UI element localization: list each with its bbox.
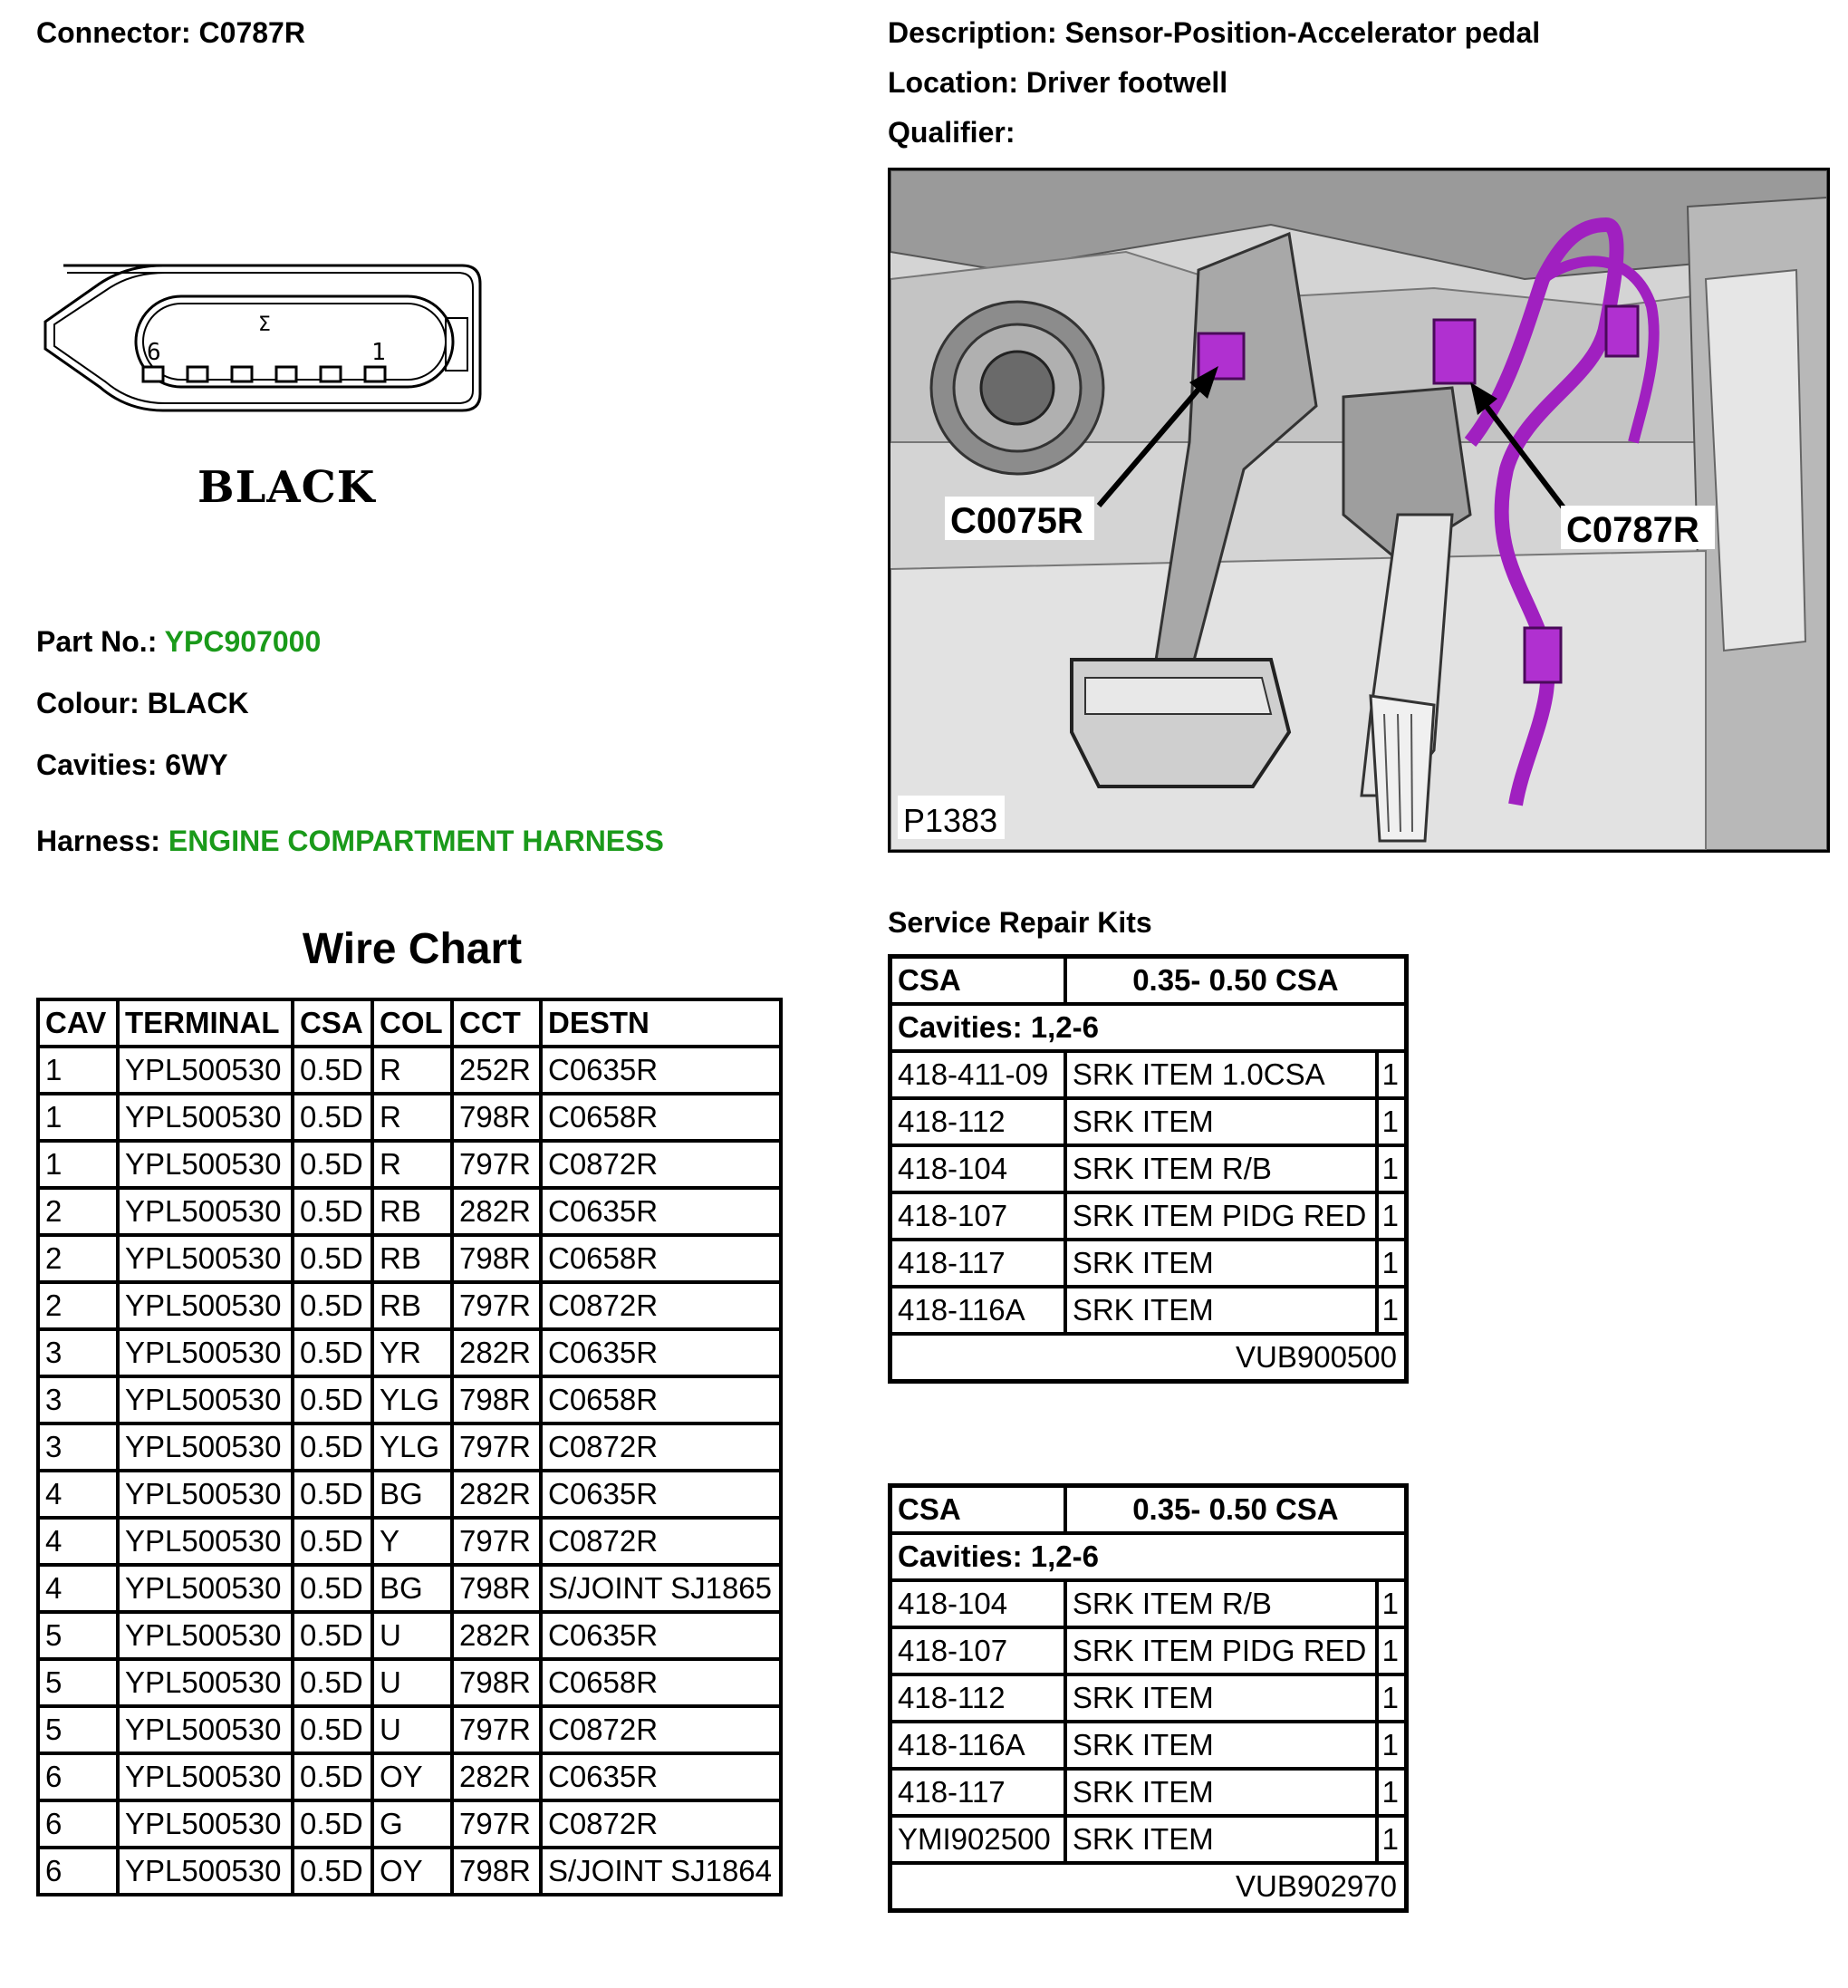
cell-destn: C0872R [541, 1423, 781, 1471]
cell-destn: C0872R [541, 1706, 781, 1753]
part-no-line [36, 625, 321, 659]
cell-cct: 798R [452, 1659, 541, 1706]
cell-cct: 797R [452, 1141, 541, 1188]
srk-item-row [890, 1816, 1407, 1863]
cell-col: YLG [372, 1423, 452, 1471]
srk-item-row [890, 1769, 1407, 1816]
cell-cct: 282R [452, 1329, 541, 1376]
wire-row [38, 1800, 781, 1848]
wire-row [38, 1659, 781, 1706]
srk-item-desc: SRK ITEM R/B [1065, 1580, 1377, 1627]
srk-item-row [890, 1240, 1407, 1287]
srk-item-desc: SRK ITEM [1065, 1674, 1377, 1722]
wire-row [38, 1282, 781, 1329]
srk-item-desc: SRK ITEM [1065, 1098, 1377, 1145]
srk-item-qty: 1 [1377, 1051, 1407, 1098]
cell-csa: 0.5D [293, 1706, 372, 1753]
cell-col: U [372, 1706, 452, 1753]
cell-cav: 6 [38, 1800, 118, 1848]
cell-cav: 3 [38, 1423, 118, 1471]
cell-cav: 2 [38, 1235, 118, 1282]
part-no-label: Part No.: [36, 625, 158, 658]
cell-col: YR [372, 1329, 452, 1376]
cell-csa: 0.5D [293, 1376, 372, 1423]
srk-item-qty: 1 [1377, 1722, 1407, 1769]
wire-row [38, 1471, 781, 1518]
cell-destn: C0658R [541, 1094, 781, 1141]
cell-col: Y [372, 1518, 452, 1565]
header-destn: DESTN [541, 999, 781, 1047]
cell-csa: 0.5D [293, 1518, 372, 1565]
cell-csa: 0.5D [293, 1047, 372, 1094]
cell-col: U [372, 1659, 452, 1706]
srk-csa-label: CSA [890, 1486, 1065, 1534]
cell-terminal: YPL500530 [118, 1848, 293, 1895]
header-cav: CAV [38, 999, 118, 1047]
srk-item-code: 418-104 [890, 1145, 1065, 1192]
srk-item-qty: 1 [1377, 1627, 1407, 1674]
srk-item-row [890, 1722, 1407, 1769]
header-cct: CCT [452, 999, 541, 1047]
qualifier-label: Qualifier: [888, 116, 1015, 149]
cell-col: R [372, 1047, 452, 1094]
location-label: Location: [888, 66, 1018, 99]
srk-item-desc: SRK ITEM R/B [1065, 1145, 1377, 1192]
cell-cav: 2 [38, 1282, 118, 1329]
cell-destn: C0658R [541, 1235, 781, 1282]
cell-csa: 0.5D [293, 1753, 372, 1800]
srk-item-code: 418-112 [890, 1674, 1065, 1722]
cell-terminal: YPL500530 [118, 1612, 293, 1659]
connector-value: C0787R [198, 16, 305, 49]
cell-col: RB [372, 1188, 452, 1235]
cell-col: R [372, 1094, 452, 1141]
location-value: Driver footwell [1025, 66, 1228, 99]
cell-col: BG [372, 1471, 452, 1518]
srk-cavities-row [890, 1533, 1407, 1580]
cell-csa: 0.5D [293, 1094, 372, 1141]
srk-item-desc: SRK ITEM [1065, 1769, 1377, 1816]
wire-row [38, 1612, 781, 1659]
cell-csa: 0.5D [293, 1141, 372, 1188]
cell-cct: 798R [452, 1376, 541, 1423]
cavities-label: Cavities: [36, 748, 158, 781]
srk-item-code: 418-112 [890, 1098, 1065, 1145]
srk-csa-row [890, 1486, 1407, 1534]
srk-item-desc: SRK ITEM 1.0CSA [1065, 1051, 1377, 1098]
srk-item-qty: 1 [1377, 1580, 1407, 1627]
cell-cav: 6 [38, 1753, 118, 1800]
srk-csa-label: CSA [890, 957, 1065, 1005]
location-line [888, 66, 1227, 100]
cell-cav: 1 [38, 1094, 118, 1141]
srk-item-qty: 1 [1377, 1287, 1407, 1334]
cell-col: OY [372, 1753, 452, 1800]
cell-destn: C0635R [541, 1612, 781, 1659]
cell-destn: C0635R [541, 1471, 781, 1518]
cell-terminal: YPL500530 [118, 1423, 293, 1471]
srk-csa-row [890, 957, 1407, 1005]
wire-chart-title: Wire Chart [302, 925, 523, 973]
srk-item-desc: SRK ITEM PIDG RED [1065, 1192, 1377, 1240]
cell-destn: C0872R [541, 1800, 781, 1848]
srk-item-code: 418-116A [890, 1722, 1065, 1769]
cell-terminal: YPL500530 [118, 1141, 293, 1188]
cavity-6 [143, 367, 163, 381]
wire-row [38, 1235, 781, 1282]
cell-cav: 4 [38, 1518, 118, 1565]
colour-value: BLACK [147, 687, 249, 719]
colour-line [36, 687, 249, 720]
cavity-2 [321, 367, 341, 381]
cell-cct: 282R [452, 1188, 541, 1235]
header-terminal: TERMINAL [118, 999, 293, 1047]
wire-row [38, 1753, 781, 1800]
wire-chart-table [36, 998, 783, 1896]
srk-kit-number: VUB902970 [890, 1863, 1407, 1911]
cell-col: U [372, 1612, 452, 1659]
cell-destn: C0635R [541, 1047, 781, 1094]
srk-items-2 [890, 1580, 1407, 1863]
wire-row [38, 1518, 781, 1565]
key-mark: Σ [258, 314, 271, 336]
cell-terminal: YPL500530 [118, 1329, 293, 1376]
cell-destn: C0872R [541, 1141, 781, 1188]
cell-terminal: YPL500530 [118, 1188, 293, 1235]
srk-item-row [890, 1627, 1407, 1674]
c0075r-connector-highlight [1198, 333, 1244, 379]
pin-label-left: 6 [147, 339, 161, 366]
srk-item-desc: SRK ITEM PIDG RED [1065, 1627, 1377, 1674]
cell-cct: 797R [452, 1518, 541, 1565]
cell-cav: 3 [38, 1376, 118, 1423]
wire-row [38, 1188, 781, 1235]
srk-cavities: Cavities: 1,2-6 [890, 1004, 1407, 1051]
harness-label: Harness: [36, 825, 160, 857]
cell-cct: 798R [452, 1235, 541, 1282]
cell-cav: 2 [38, 1188, 118, 1235]
srk-table-2 [888, 1483, 1409, 1913]
illustration-ref: P1383 [903, 802, 998, 839]
harness-link[interactable]: ENGINE COMPARTMENT HARNESS [168, 825, 664, 857]
cell-cct: 797R [452, 1800, 541, 1848]
header-col: COL [372, 999, 452, 1047]
srk-item-desc: SRK ITEM [1065, 1816, 1377, 1863]
pin-label-right: 1 [371, 339, 386, 366]
cell-cct: 797R [452, 1282, 541, 1329]
srk-item-code: 418-104 [890, 1580, 1065, 1627]
connector-face-diagram [36, 258, 489, 458]
srk-item-code: 418-117 [890, 1240, 1065, 1287]
cell-csa: 0.5D [293, 1188, 372, 1235]
wire-row [38, 1848, 781, 1895]
srk-table-1 [888, 954, 1409, 1384]
colour-label: Colour: [36, 687, 140, 719]
cell-csa: 0.5D [293, 1848, 372, 1895]
cell-destn: C0635R [541, 1329, 781, 1376]
wire-row [38, 1376, 781, 1423]
callout-c0787r: C0787R [1566, 510, 1699, 550]
srk-cavities-row [890, 1004, 1407, 1051]
srk-kitno-row [890, 1334, 1407, 1382]
cell-csa: 0.5D [293, 1565, 372, 1612]
srk-item-code: 418-107 [890, 1627, 1065, 1674]
wire-row [38, 1565, 781, 1612]
description-value: Sensor-Position-Accelerator pedal [1064, 16, 1541, 49]
cell-destn: C0635R [541, 1188, 781, 1235]
cavity-5 [188, 367, 207, 381]
connector-label: Connector: [36, 16, 191, 49]
cell-terminal: YPL500530 [118, 1659, 293, 1706]
cell-col: R [372, 1141, 452, 1188]
cell-cct: 798R [452, 1565, 541, 1612]
cell-terminal: YPL500530 [118, 1471, 293, 1518]
cell-csa: 0.5D [293, 1471, 372, 1518]
wire-chart-header-row [38, 999, 781, 1047]
wire-row [38, 1047, 781, 1094]
c0787r-connector-highlight [1434, 320, 1475, 383]
cell-csa: 0.5D [293, 1659, 372, 1706]
wire-row [38, 1141, 781, 1188]
cell-col: G [372, 1800, 452, 1848]
srk-csa-value: 0.35- 0.50 CSA [1065, 957, 1407, 1005]
srk-item-qty: 1 [1377, 1145, 1407, 1192]
header-csa: CSA [293, 999, 372, 1047]
srk-item-code: 418-116A [890, 1287, 1065, 1334]
cell-cct: 282R [452, 1471, 541, 1518]
srk-item-row [890, 1287, 1407, 1334]
cell-terminal: YPL500530 [118, 1706, 293, 1753]
srk-item-row [890, 1051, 1407, 1098]
cell-cav: 4 [38, 1471, 118, 1518]
srk-item-row [890, 1674, 1407, 1722]
cell-col: BG [372, 1565, 452, 1612]
cell-terminal: YPL500530 [118, 1753, 293, 1800]
srk-item-row [890, 1098, 1407, 1145]
wire-row [38, 1094, 781, 1141]
cell-destn: S/JOINT SJ1865 [541, 1565, 781, 1612]
connector-heading [36, 16, 305, 50]
cell-terminal: YPL500530 [118, 1518, 293, 1565]
cell-csa: 0.5D [293, 1235, 372, 1282]
footwell-illustration [890, 170, 1827, 850]
srk-item-row [890, 1580, 1407, 1627]
srk-csa-value: 0.35- 0.50 CSA [1065, 1486, 1407, 1534]
srk-item-row [890, 1145, 1407, 1192]
srk-item-desc: SRK ITEM [1065, 1722, 1377, 1769]
cell-terminal: YPL500530 [118, 1235, 293, 1282]
srk-item-code: 418-117 [890, 1769, 1065, 1816]
cell-destn: C0658R [541, 1376, 781, 1423]
cell-csa: 0.5D [293, 1800, 372, 1848]
cell-cav: 3 [38, 1329, 118, 1376]
cell-cav: 5 [38, 1612, 118, 1659]
cavities-value: 6WY [165, 748, 228, 781]
srk-item-desc: SRK ITEM [1065, 1287, 1377, 1334]
cell-cav: 1 [38, 1047, 118, 1094]
cell-terminal: YPL500530 [118, 1047, 293, 1094]
harness-line [36, 825, 664, 858]
cell-cav: 6 [38, 1848, 118, 1895]
srk-item-qty: 1 [1377, 1816, 1407, 1863]
srk-item-qty: 1 [1377, 1240, 1407, 1287]
cavity-4 [232, 367, 252, 381]
cell-terminal: YPL500530 [118, 1800, 293, 1848]
wire-row [38, 1706, 781, 1753]
cell-destn: C0872R [541, 1282, 781, 1329]
cell-terminal: YPL500530 [118, 1094, 293, 1141]
srk-item-code: YMI902500 [890, 1816, 1065, 1863]
cell-csa: 0.5D [293, 1329, 372, 1376]
cell-terminal: YPL500530 [118, 1565, 293, 1612]
cell-terminal: YPL500530 [118, 1282, 293, 1329]
wire-row [38, 1423, 781, 1471]
cell-csa: 0.5D [293, 1282, 372, 1329]
part-no-link[interactable]: YPC907000 [164, 625, 322, 658]
cell-col: OY [372, 1848, 452, 1895]
wire-chart-body [38, 1047, 781, 1895]
cell-cct: 798R [452, 1094, 541, 1141]
description-line [888, 16, 1540, 50]
srk-cavities: Cavities: 1,2-6 [890, 1533, 1407, 1580]
location-illustration [888, 168, 1830, 853]
cell-cct: 282R [452, 1612, 541, 1659]
cell-destn: S/JOINT SJ1864 [541, 1848, 781, 1895]
cavities-line [36, 748, 228, 782]
cell-destn: C0872R [541, 1518, 781, 1565]
cell-cct: 797R [452, 1423, 541, 1471]
cell-cav: 4 [38, 1565, 118, 1612]
cell-destn: C0635R [541, 1753, 781, 1800]
srk-item-code: 418-411-09 [890, 1051, 1065, 1098]
cavity-1 [365, 367, 385, 381]
srk-item-row [890, 1192, 1407, 1240]
cell-col: RB [372, 1235, 452, 1282]
cell-csa: 0.5D [293, 1612, 372, 1659]
cell-cct: 282R [452, 1753, 541, 1800]
srk-kitno-row [890, 1863, 1407, 1911]
cell-terminal: YPL500530 [118, 1376, 293, 1423]
cell-cav: 5 [38, 1706, 118, 1753]
description-label: Description: [888, 16, 1057, 49]
srk-kit-number: VUB900500 [890, 1334, 1407, 1382]
srk-item-desc: SRK ITEM [1065, 1240, 1377, 1287]
srk-item-qty: 1 [1377, 1192, 1407, 1240]
cell-cav: 1 [38, 1141, 118, 1188]
srk-item-qty: 1 [1377, 1769, 1407, 1816]
wire-row [38, 1329, 781, 1376]
callout-c0075r: C0075R [950, 501, 1083, 541]
srk-item-qty: 1 [1377, 1098, 1407, 1145]
cell-col: YLG [372, 1376, 452, 1423]
cell-cct: 797R [452, 1706, 541, 1753]
cell-col: RB [372, 1282, 452, 1329]
srk-title: Service Repair Kits [888, 906, 1152, 939]
srk-items-1 [890, 1051, 1407, 1334]
cell-cct: 252R [452, 1047, 541, 1094]
cell-csa: 0.5D [293, 1423, 372, 1471]
srk-item-code: 418-107 [890, 1192, 1065, 1240]
cell-destn: C0658R [541, 1659, 781, 1706]
cavity-3 [276, 367, 296, 381]
cell-cct: 798R [452, 1848, 541, 1895]
qualifier-line [888, 116, 1015, 150]
connector-colour-caption: BLACK [197, 462, 376, 513]
srk-item-qty: 1 [1377, 1674, 1407, 1722]
cell-cav: 5 [38, 1659, 118, 1706]
